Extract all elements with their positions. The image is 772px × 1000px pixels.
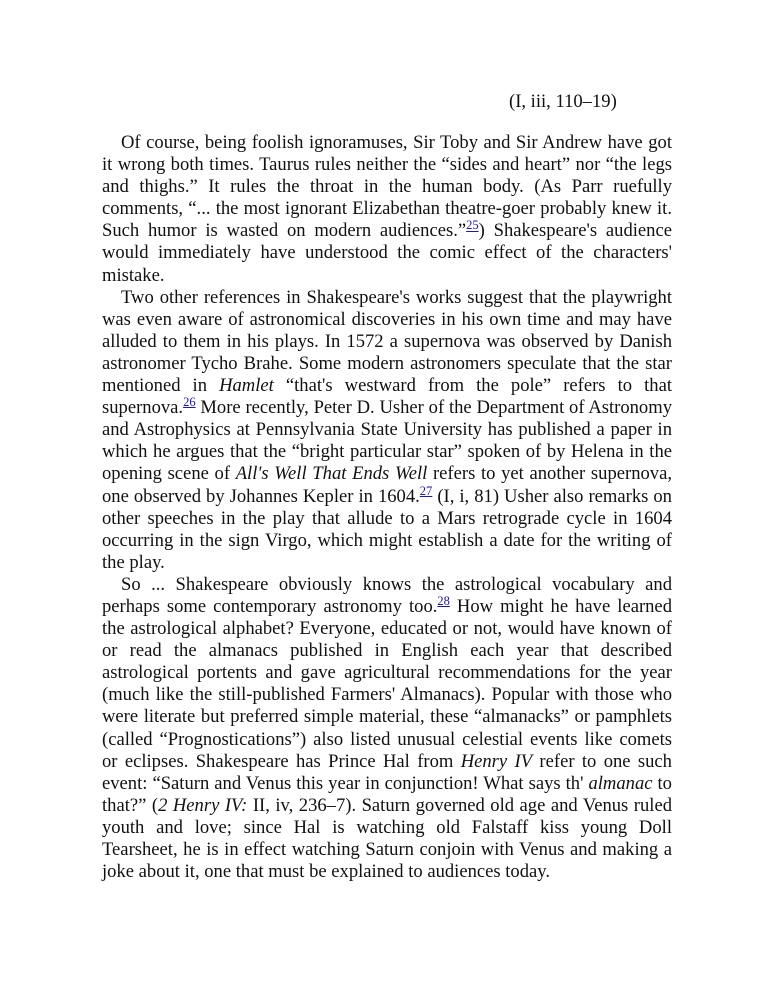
paragraph-2 — [102, 287, 672, 574]
paragraph-3-text-a: So ... Shakespeare obviously knows the astrological vocabulary and perhaps some contemporary astronomy too. — [102, 573, 672, 617]
footnote-ref-25[interactable]: 25 — [466, 218, 479, 233]
paragraph-2-text-c: More recently, Peter D. Usher of the Department of Astronomy and Astrophysics at Pennsylvania State University has published a paper in which he argues that the “bright particular star” spoken of by Helena in the opening scene of — [102, 397, 672, 485]
title-alls-well: All's Well That Ends Well — [235, 463, 428, 485]
paragraph-3-text-d: to that?” ( — [102, 772, 672, 816]
paragraph-1-text-b: ) Shakespeare's audience would immediately have understood the comic effect of the characters' mistake. — [102, 220, 672, 286]
paragraph-2-text-a: Two other references in Shakespeare's works suggest that the playwright was even aware of astronomical discoveries in his own time and may have alluded to them in his plays. In 1572 a supernova was observed by Danish astronomer Tycho Brahe. Some modern astronomers speculate that the star mentioned in — [102, 286, 672, 397]
title-2-henry-iv: 2 Henry IV: — [158, 794, 248, 816]
footnote-ref-27[interactable]: 27 — [419, 483, 433, 498]
term-almanac: almanac — [588, 772, 653, 794]
paragraph-3-text-b: How might he have learned the astrological alphabet? Everyone, educated or not, would have known of or read the almanacs published in English each year that described astrological portents and gave agricultural recommendations for the year (much like the still-published Farmers' Almanacs). Popular with those who were literate but preferred simple material, these “almanacks” or pamphlets (called “Prognostications”) also listed unusual celestial events like comets or eclipses. Shakespeare has Prince Hal from — [102, 595, 672, 772]
paragraph-3-text-c: refer to one such event: “Saturn and Venus this year in conjunction! What says th' — [102, 750, 672, 794]
paragraph-2-text-d: refers to yet another supernova, one observed by Johannes Kepler in 1604. — [102, 463, 672, 507]
title-hamlet: Hamlet — [219, 375, 274, 397]
paragraph-2-text-e: (I, i, 81) Usher also remarks on other speeches in the play that allude to a Mars retrograde cycle in 1604 occurring in the sign Virgo, which might establish a date for the writing of the play. — [102, 485, 672, 573]
play-citation: (I, iii, 110–19) — [509, 91, 617, 112]
paragraph-2-text-b: “that's westward from the pole” refers to that supernova. — [102, 375, 672, 419]
paragraph-3 — [102, 574, 672, 883]
paragraph-1-text-a: Of course, being foolish ignoramuses, Sir Toby and Sir Andrew have got it wrong both times. Taurus rules neither the “sides and heart” nor “the legs and thighs.” It rules the throat in the human body. (As Parr ruefully comments, “... the most ignorant Elizabethan theatre-goer probably knew it. Such humor is wasted on modern audiences.” — [102, 132, 672, 242]
footnote-ref-28[interactable]: 28 — [437, 594, 450, 609]
body-text — [102, 132, 672, 883]
paragraph-3-text-e: II, iv, 236–7). Saturn governed old age and Venus ruled youth and love; since Hal is watching old Falstaff kiss young Doll Tearsheet, he is in effect watching Saturn conjoin with Venus and making a joke about it, one that must be explained to audiences today. — [102, 794, 672, 883]
title-henry-iv: Henry IV — [460, 750, 533, 772]
footnote-ref-26[interactable]: 26 — [183, 395, 196, 410]
paragraph-1 — [102, 132, 672, 287]
